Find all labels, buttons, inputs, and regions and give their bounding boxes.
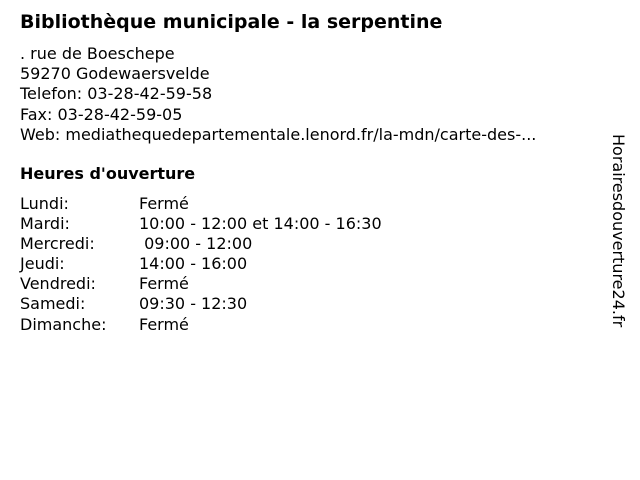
web-line: Web: mediathequedepartementale.lenord.fr/la-mdn/carte-des-... xyxy=(20,124,537,144)
opening-hours-list xyxy=(20,194,382,335)
opening-hours-heading: Heures d'ouverture xyxy=(20,164,196,183)
day-label: Dimanche: xyxy=(20,314,107,334)
time-value: Fermé xyxy=(139,274,189,294)
day-label: Mardi: xyxy=(20,214,70,234)
time-value: 10:00 - 12:00 et 14:00 - 16:30 xyxy=(139,214,382,234)
hours-row-friday xyxy=(20,274,382,294)
phone-line: Telefon: 03-28-42-59-58 xyxy=(20,84,213,104)
hours-row-saturday xyxy=(20,294,382,314)
hours-row-thursday xyxy=(20,254,382,274)
fax-line: Fax: 03-28-42-59-05 xyxy=(20,104,183,124)
city-line: 59270 Godewaersvelde xyxy=(20,64,210,84)
day-label: Vendredi: xyxy=(20,274,96,294)
hours-row-sunday xyxy=(20,315,382,335)
time-value: 09:00 - 12:00 xyxy=(139,234,253,254)
day-label: Jeudi: xyxy=(20,254,65,274)
hours-row-wednesday xyxy=(20,234,382,254)
time-value: 14:00 - 16:00 xyxy=(139,254,248,274)
day-label: Lundi: xyxy=(20,194,69,213)
street-line: . rue de Boeschepe xyxy=(20,44,175,63)
page-title: Bibliothèque municipale - la serpentine xyxy=(20,11,443,33)
day-label: Samedi: xyxy=(20,294,86,314)
brand-watermark: Horairesdouverture24.fr xyxy=(609,134,628,328)
time-value: 09:30 - 12:30 xyxy=(139,294,248,314)
day-label: Mercredi: xyxy=(20,234,95,254)
time-value: Fermé xyxy=(139,314,189,334)
hours-row-monday xyxy=(20,194,382,214)
address-block xyxy=(20,44,536,145)
hours-row-tuesday xyxy=(20,214,382,234)
time-value: Fermé xyxy=(139,194,189,213)
